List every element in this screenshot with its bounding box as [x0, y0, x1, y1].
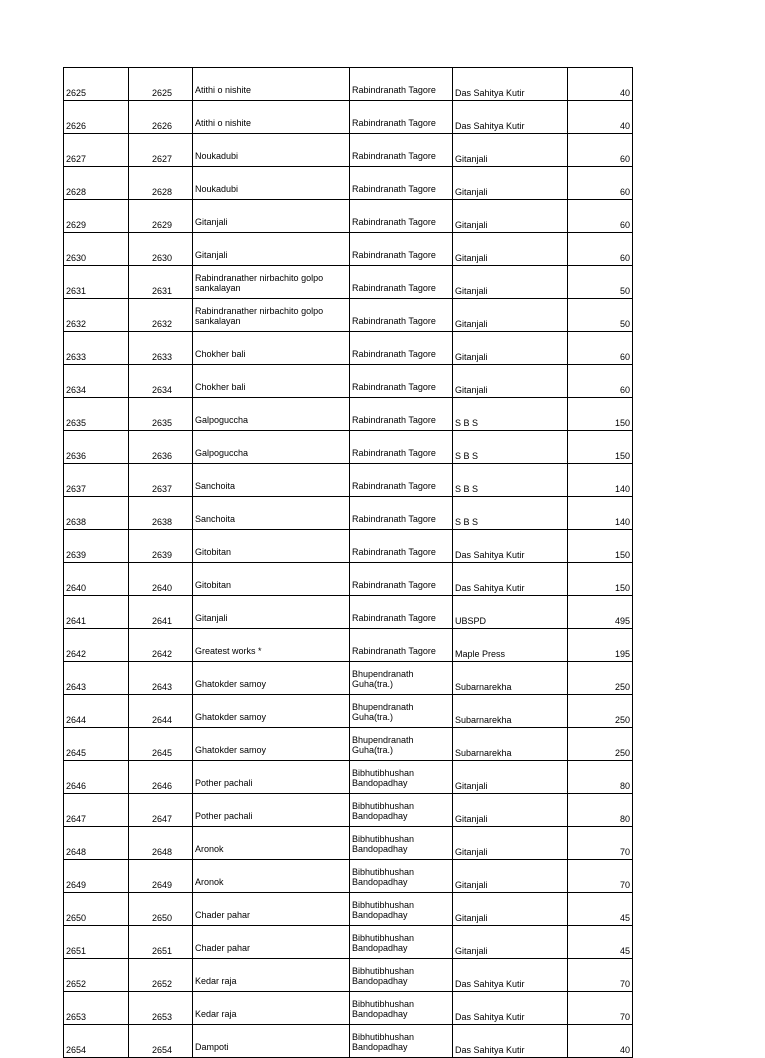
- book-id-cell: 2643: [129, 662, 193, 695]
- author-line: Rabindranath Tagore: [352, 250, 436, 260]
- title-cell: [193, 728, 350, 761]
- book-id-cell: 2639: [129, 530, 193, 563]
- book-id-cell: 2636: [129, 431, 193, 464]
- publisher-cell: Gitanjali: [453, 134, 568, 167]
- author-cell: [350, 761, 453, 794]
- author-cell: [350, 167, 453, 200]
- title-line: Aronok: [195, 877, 224, 887]
- table-row: [64, 563, 633, 596]
- title-line: Ghatokder samoy: [195, 679, 267, 689]
- title-cell: [193, 233, 350, 266]
- price-cell: 70: [568, 860, 633, 893]
- table-row: [64, 233, 633, 266]
- table-row: [64, 695, 633, 728]
- author-line: Bibhutibhushan: [352, 1032, 415, 1042]
- book-id-cell: 2630: [129, 233, 193, 266]
- author-cell: [350, 1025, 453, 1058]
- author-cell: [350, 266, 453, 299]
- publisher-cell: Gitanjali: [453, 167, 568, 200]
- author-cell: [350, 926, 453, 959]
- author-cell: [350, 233, 453, 266]
- table-row: [64, 728, 633, 761]
- price-cell: 45: [568, 926, 633, 959]
- title-line: Gitanjali: [195, 613, 228, 623]
- table-row: [64, 497, 633, 530]
- table-row: [64, 860, 633, 893]
- table-row: [64, 365, 633, 398]
- price-cell: 150: [568, 530, 633, 563]
- title-cell: [193, 497, 350, 530]
- title-cell: [193, 299, 350, 332]
- title-line: Rabindranather nirbachito golpo: [195, 273, 324, 283]
- author-line: Bhupendranath: [352, 735, 414, 745]
- author-line: Rabindranath Tagore: [352, 547, 436, 557]
- title-cell: [193, 134, 350, 167]
- author-line: Bhupendranath: [352, 669, 414, 679]
- book-id-cell: 2644: [129, 695, 193, 728]
- book-id-cell: 2645: [129, 728, 193, 761]
- title-line: Noukadubi: [195, 151, 239, 161]
- price-cell: 140: [568, 464, 633, 497]
- author-line: Rabindranath Tagore: [352, 415, 436, 425]
- publisher-cell: Das Sahitya Kutir: [453, 959, 568, 992]
- publisher-cell: Gitanjali: [453, 365, 568, 398]
- title-cell: [193, 101, 350, 134]
- publisher-cell: UBSPD: [453, 596, 568, 629]
- book-id-cell: 2646: [129, 761, 193, 794]
- author-line: Rabindranath Tagore: [352, 349, 436, 359]
- author-cell: [350, 959, 453, 992]
- book-id-cell: 2649: [129, 860, 193, 893]
- table-row: [64, 299, 633, 332]
- title-cell: [193, 992, 350, 1025]
- author-line: Bibhutibhushan: [352, 999, 415, 1009]
- title-line: Galpoguccha: [195, 448, 249, 458]
- publisher-cell: Das Sahitya Kutir: [453, 530, 568, 563]
- author-line: Bandopadhay: [352, 1009, 408, 1019]
- author-cell: [350, 332, 453, 365]
- accession-number-cell: 2638: [64, 497, 129, 530]
- author-cell: [350, 695, 453, 728]
- accession-number-cell: 2632: [64, 299, 129, 332]
- author-cell: [350, 431, 453, 464]
- accession-number-cell: 2648: [64, 827, 129, 860]
- book-id-cell: 2640: [129, 563, 193, 596]
- publisher-cell: Gitanjali: [453, 860, 568, 893]
- accession-number-cell: 2634: [64, 365, 129, 398]
- author-line: Bandopadhay: [352, 877, 408, 887]
- title-cell: [193, 761, 350, 794]
- price-cell: 40: [568, 1025, 633, 1058]
- price-cell: 60: [568, 134, 633, 167]
- author-cell: [350, 629, 453, 662]
- book-id-cell: 2651: [129, 926, 193, 959]
- table-row: [64, 398, 633, 431]
- price-cell: 80: [568, 761, 633, 794]
- publisher-cell: Das Sahitya Kutir: [453, 992, 568, 1025]
- title-cell: [193, 332, 350, 365]
- price-cell: 60: [568, 167, 633, 200]
- author-cell: [350, 299, 453, 332]
- price-cell: 40: [568, 68, 633, 101]
- accession-number-cell: 2636: [64, 431, 129, 464]
- accession-number-cell: 2645: [64, 728, 129, 761]
- price-cell: 70: [568, 959, 633, 992]
- title-line: Greatest works *: [195, 646, 262, 656]
- title-line: Gitobitan: [195, 580, 232, 590]
- table-row: [64, 794, 633, 827]
- publisher-cell: Subarnarekha: [453, 662, 568, 695]
- publisher-cell: Gitanjali: [453, 827, 568, 860]
- author-cell: [350, 728, 453, 761]
- publisher-cell: Das Sahitya Kutir: [453, 1025, 568, 1058]
- publisher-cell: Gitanjali: [453, 299, 568, 332]
- price-cell: 45: [568, 893, 633, 926]
- author-line: Rabindranath Tagore: [352, 382, 436, 392]
- accession-number-cell: 2649: [64, 860, 129, 893]
- author-cell: [350, 893, 453, 926]
- title-line: Gitanjali: [195, 250, 228, 260]
- price-cell: 60: [568, 365, 633, 398]
- book-id-cell: 2653: [129, 992, 193, 1025]
- title-cell: [193, 959, 350, 992]
- accession-number-cell: 2653: [64, 992, 129, 1025]
- book-id-cell: 2654: [129, 1025, 193, 1058]
- publisher-cell: S B S: [453, 464, 568, 497]
- author-line: Bibhutibhushan: [352, 867, 415, 877]
- author-cell: [350, 596, 453, 629]
- book-id-cell: 2637: [129, 464, 193, 497]
- table-row: [64, 662, 633, 695]
- accession-number-cell: 2654: [64, 1025, 129, 1058]
- table-row: [64, 629, 633, 662]
- title-line: sankalayan: [195, 283, 241, 293]
- title-cell: [193, 794, 350, 827]
- publisher-cell: S B S: [453, 497, 568, 530]
- accession-number-cell: 2631: [64, 266, 129, 299]
- accession-number-cell: 2652: [64, 959, 129, 992]
- accession-number-cell: 2635: [64, 398, 129, 431]
- book-id-cell: 2650: [129, 893, 193, 926]
- table-row: [64, 332, 633, 365]
- publisher-cell: Gitanjali: [453, 794, 568, 827]
- publisher-cell: Gitanjali: [453, 761, 568, 794]
- price-cell: 150: [568, 431, 633, 464]
- author-line: Bandopadhay: [352, 910, 408, 920]
- title-cell: [193, 827, 350, 860]
- book-id-cell: 2633: [129, 332, 193, 365]
- author-line: Rabindranath Tagore: [352, 217, 436, 227]
- title-line: Ghatokder samoy: [195, 712, 267, 722]
- author-line: Bhupendranath: [352, 702, 414, 712]
- author-cell: [350, 365, 453, 398]
- author-line: Rabindranath Tagore: [352, 184, 436, 194]
- title-line: Chader pahar: [195, 910, 251, 920]
- author-line: Rabindranath Tagore: [352, 151, 436, 161]
- title-cell: [193, 530, 350, 563]
- title-cell: [193, 629, 350, 662]
- author-line: Rabindranath Tagore: [352, 646, 436, 656]
- title-line: Atithi o nishite: [195, 118, 252, 128]
- title-line: Gitobitan: [195, 547, 232, 557]
- price-cell: 150: [568, 398, 633, 431]
- book-catalog-table: [63, 67, 633, 1058]
- table-row: [64, 266, 633, 299]
- author-line: Bibhutibhushan: [352, 966, 415, 976]
- author-cell: [350, 497, 453, 530]
- author-cell: [350, 464, 453, 497]
- table-row: [64, 1025, 633, 1058]
- title-cell: [193, 563, 350, 596]
- title-line: Noukadubi: [195, 184, 239, 194]
- book-id-cell: 2626: [129, 101, 193, 134]
- accession-number-cell: 2626: [64, 101, 129, 134]
- title-line: Chokher bali: [195, 349, 246, 359]
- accession-number-cell: 2650: [64, 893, 129, 926]
- table-row: [64, 68, 633, 101]
- price-cell: 195: [568, 629, 633, 662]
- publisher-cell: Gitanjali: [453, 332, 568, 365]
- price-cell: 70: [568, 827, 633, 860]
- book-id-cell: 2641: [129, 596, 193, 629]
- author-cell: [350, 827, 453, 860]
- author-cell: [350, 134, 453, 167]
- publisher-cell: Maple Press: [453, 629, 568, 662]
- price-cell: 50: [568, 299, 633, 332]
- accession-number-cell: 2629: [64, 200, 129, 233]
- publisher-cell: Gitanjali: [453, 200, 568, 233]
- publisher-cell: Gitanjali: [453, 266, 568, 299]
- publisher-cell: S B S: [453, 431, 568, 464]
- book-id-cell: 2652: [129, 959, 193, 992]
- author-cell: [350, 860, 453, 893]
- publisher-cell: Das Sahitya Kutir: [453, 68, 568, 101]
- title-line: Gitanjali: [195, 217, 228, 227]
- author-line: Guha(tra.): [352, 679, 394, 689]
- price-cell: 40: [568, 101, 633, 134]
- title-line: Chader pahar: [195, 943, 251, 953]
- title-cell: [193, 167, 350, 200]
- title-cell: [193, 860, 350, 893]
- title-cell: [193, 893, 350, 926]
- title-line: sankalayan: [195, 316, 241, 326]
- accession-number-cell: 2637: [64, 464, 129, 497]
- publisher-cell: Gitanjali: [453, 893, 568, 926]
- price-cell: 70: [568, 992, 633, 1025]
- price-cell: 60: [568, 233, 633, 266]
- title-cell: [193, 926, 350, 959]
- title-cell: [193, 695, 350, 728]
- author-line: Rabindranath Tagore: [352, 448, 436, 458]
- title-line: Rabindranather nirbachito golpo: [195, 306, 324, 316]
- author-line: Bibhutibhushan: [352, 768, 415, 778]
- author-line: Rabindranath Tagore: [352, 316, 436, 326]
- author-line: Bandopadhay: [352, 778, 408, 788]
- table-row: [64, 926, 633, 959]
- author-line: Rabindranath Tagore: [352, 580, 436, 590]
- book-id-cell: 2632: [129, 299, 193, 332]
- price-cell: 80: [568, 794, 633, 827]
- publisher-cell: S B S: [453, 398, 568, 431]
- publisher-cell: Subarnarekha: [453, 728, 568, 761]
- author-line: Guha(tra.): [352, 745, 394, 755]
- table-row: [64, 431, 633, 464]
- publisher-cell: Gitanjali: [453, 233, 568, 266]
- publisher-cell: Das Sahitya Kutir: [453, 101, 568, 134]
- price-cell: 150: [568, 563, 633, 596]
- accession-number-cell: 2630: [64, 233, 129, 266]
- author-line: Bibhutibhushan: [352, 933, 415, 943]
- table-row: [64, 134, 633, 167]
- accession-number-cell: 2644: [64, 695, 129, 728]
- book-id-cell: 2625: [129, 68, 193, 101]
- book-id-cell: 2634: [129, 365, 193, 398]
- title-line: Pother pachali: [195, 811, 253, 821]
- author-cell: [350, 398, 453, 431]
- title-line: Chokher bali: [195, 382, 246, 392]
- accession-number-cell: 2643: [64, 662, 129, 695]
- accession-number-cell: 2633: [64, 332, 129, 365]
- title-cell: [193, 266, 350, 299]
- book-id-cell: 2635: [129, 398, 193, 431]
- accession-number-cell: 2625: [64, 68, 129, 101]
- table-row: [64, 893, 633, 926]
- publisher-cell: Subarnarekha: [453, 695, 568, 728]
- author-cell: [350, 101, 453, 134]
- table-row: [64, 530, 633, 563]
- title-line: Pother pachali: [195, 778, 253, 788]
- table-row: [64, 464, 633, 497]
- title-line: Aronok: [195, 844, 224, 854]
- author-line: Rabindranath Tagore: [352, 613, 436, 623]
- author-line: Bibhutibhushan: [352, 834, 415, 844]
- accession-number-cell: 2642: [64, 629, 129, 662]
- accession-number-cell: 2640: [64, 563, 129, 596]
- price-cell: 250: [568, 695, 633, 728]
- price-cell: 250: [568, 728, 633, 761]
- title-cell: [193, 200, 350, 233]
- book-id-cell: 2631: [129, 266, 193, 299]
- author-cell: [350, 200, 453, 233]
- book-id-cell: 2647: [129, 794, 193, 827]
- title-cell: [193, 68, 350, 101]
- accession-number-cell: 2647: [64, 794, 129, 827]
- table-row: [64, 827, 633, 860]
- title-cell: [193, 1025, 350, 1058]
- book-id-cell: 2627: [129, 134, 193, 167]
- author-cell: [350, 530, 453, 563]
- table-row: [64, 200, 633, 233]
- table-row: [64, 992, 633, 1025]
- title-cell: [193, 662, 350, 695]
- author-line: Rabindranath Tagore: [352, 283, 436, 293]
- author-line: Rabindranath Tagore: [352, 118, 436, 128]
- price-cell: 250: [568, 662, 633, 695]
- title-line: Ghatokder samoy: [195, 745, 267, 755]
- author-line: Bandopadhay: [352, 943, 408, 953]
- accession-number-cell: 2628: [64, 167, 129, 200]
- author-line: Bibhutibhushan: [352, 801, 415, 811]
- book-id-cell: 2629: [129, 200, 193, 233]
- title-line: Atithi o nishite: [195, 85, 252, 95]
- title-cell: [193, 464, 350, 497]
- table-row: [64, 596, 633, 629]
- title-line: Dampoti: [195, 1042, 229, 1052]
- book-id-cell: 2638: [129, 497, 193, 530]
- book-id-cell: 2628: [129, 167, 193, 200]
- price-cell: 60: [568, 200, 633, 233]
- book-id-cell: 2648: [129, 827, 193, 860]
- table-row: [64, 761, 633, 794]
- price-cell: 60: [568, 332, 633, 365]
- table-row: [64, 959, 633, 992]
- book-id-cell: 2642: [129, 629, 193, 662]
- accession-number-cell: 2641: [64, 596, 129, 629]
- author-cell: [350, 662, 453, 695]
- accession-number-cell: 2639: [64, 530, 129, 563]
- title-line: Sanchoita: [195, 481, 236, 491]
- table-body: [64, 68, 633, 1058]
- title-cell: [193, 365, 350, 398]
- price-cell: 50: [568, 266, 633, 299]
- author-cell: [350, 992, 453, 1025]
- title-line: Galpoguccha: [195, 415, 249, 425]
- author-cell: [350, 68, 453, 101]
- accession-number-cell: 2627: [64, 134, 129, 167]
- author-line: Bandopadhay: [352, 811, 408, 821]
- title-line: Sanchoita: [195, 514, 236, 524]
- author-line: Bibhutibhushan: [352, 900, 415, 910]
- accession-number-cell: 2646: [64, 761, 129, 794]
- publisher-cell: Das Sahitya Kutir: [453, 563, 568, 596]
- author-line: Guha(tra.): [352, 712, 394, 722]
- title-cell: [193, 398, 350, 431]
- title-line: Kedar raja: [195, 976, 237, 986]
- publisher-cell: Gitanjali: [453, 926, 568, 959]
- author-line: Rabindranath Tagore: [352, 85, 436, 95]
- author-line: Rabindranath Tagore: [352, 481, 436, 491]
- author-line: Bandopadhay: [352, 844, 408, 854]
- author-line: Bandopadhay: [352, 976, 408, 986]
- table-row: [64, 167, 633, 200]
- author-cell: [350, 563, 453, 596]
- price-cell: 495: [568, 596, 633, 629]
- table-row: [64, 101, 633, 134]
- title-cell: [193, 431, 350, 464]
- author-cell: [350, 794, 453, 827]
- accession-number-cell: 2651: [64, 926, 129, 959]
- price-cell: 140: [568, 497, 633, 530]
- author-line: Rabindranath Tagore: [352, 514, 436, 524]
- author-line: Bandopadhay: [352, 1042, 408, 1052]
- title-cell: [193, 596, 350, 629]
- title-line: Kedar raja: [195, 1009, 237, 1019]
